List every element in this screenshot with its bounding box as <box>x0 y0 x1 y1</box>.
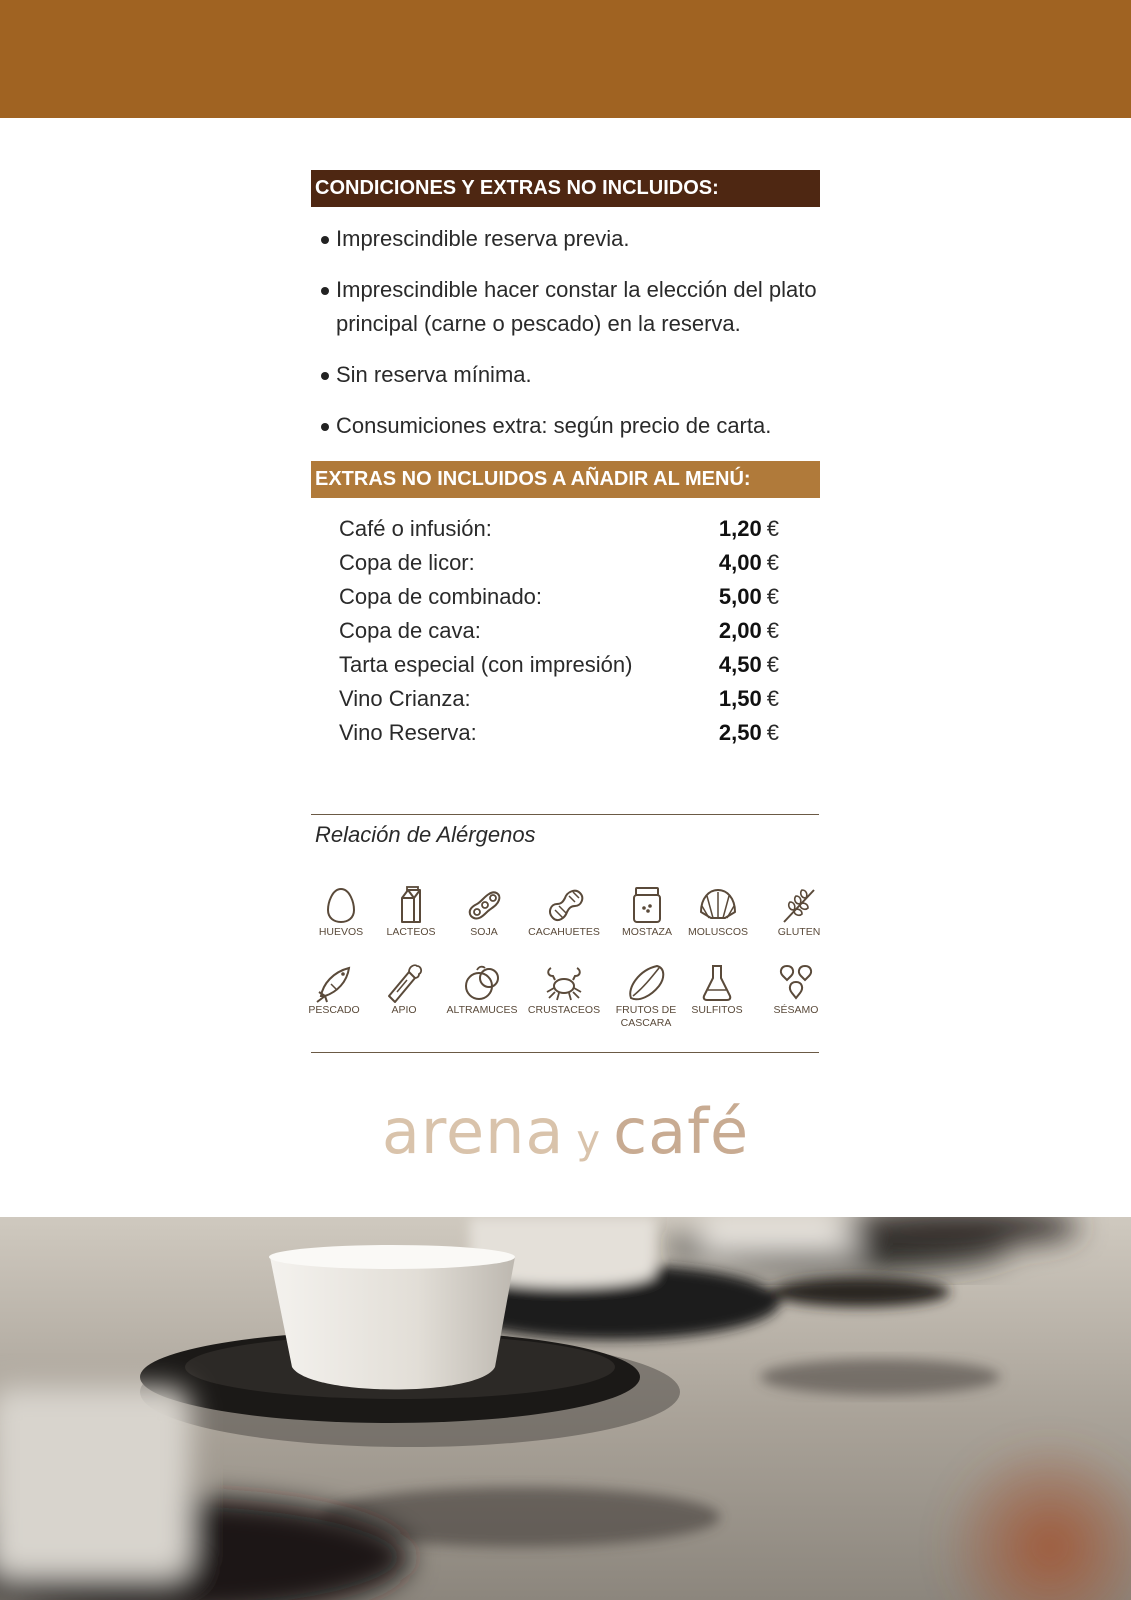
allergen-label: PESCADO <box>308 1004 360 1016</box>
extra-row <box>339 580 779 614</box>
allergen-label: ALTRAMUCES <box>446 1004 518 1016</box>
divider-top <box>311 814 819 815</box>
extra-row <box>339 716 779 750</box>
allergen-altramuces <box>437 962 527 1017</box>
allergen-label: FRUTOS DE CASCARA <box>615 1004 677 1029</box>
peanut-icon <box>543 884 585 926</box>
extra-item: Tarta especial (con impresión) <box>339 652 633 677</box>
crab-icon <box>543 962 585 1004</box>
logo-word-cafe: café <box>613 1095 750 1168</box>
condition-item: Imprescindible hacer constar la elección del plato principal (carne o pescado) en la reserva. <box>318 273 838 341</box>
conditions-header: CONDICIONES Y EXTRAS NO INCLUIDOS: <box>311 170 820 207</box>
allergen-label: HUEVOS <box>318 926 364 938</box>
extras-header: EXTRAS NO INCLUIDOS A AÑADIR AL MENÚ: <box>311 461 820 498</box>
flask-icon <box>696 962 738 1004</box>
allergen-label: CRUSTACEOS <box>527 1004 601 1016</box>
extra-price: 1,20 € <box>718 516 779 541</box>
allergens-title: Relación de Alérgenos <box>315 822 536 847</box>
extra-item: Copa de combinado: <box>339 584 543 609</box>
lupin-icon <box>461 962 503 1004</box>
extra-row <box>339 614 779 648</box>
extras-price-list <box>339 512 779 750</box>
logo-word-arena: arena <box>381 1095 565 1168</box>
allergen-cacahuetes <box>519 884 609 939</box>
condition-item: Imprescindible reserva previa. <box>318 222 838 256</box>
allergen-label: MOSTAZA <box>622 926 672 938</box>
conditions-list <box>318 222 838 460</box>
sesame-icon <box>775 962 817 1004</box>
soy-icon <box>463 884 505 926</box>
logo-word-y: y <box>576 1117 602 1163</box>
nut-icon <box>625 962 667 1004</box>
extra-item: Copa de licor: <box>339 550 475 575</box>
extra-item: Vino Crianza: <box>339 686 471 711</box>
condition-item: Consumiciones extra: según precio de carta. <box>318 409 838 443</box>
allergen-gluten <box>754 884 844 939</box>
coffee-cups-illustration <box>0 1217 1131 1600</box>
wheat-icon <box>778 884 820 926</box>
extra-item: Vino Reserva: <box>339 720 477 745</box>
extra-item: Café o infusión: <box>339 516 492 541</box>
allergen-label: LACTEOS <box>386 926 436 938</box>
allergen-label: MOLUSCOS <box>687 926 749 938</box>
allergen-label: SÉSAMO <box>773 1004 819 1016</box>
extra-price: 2,00 € <box>718 618 779 643</box>
brand-logo <box>0 1095 1131 1168</box>
allergen-moluscos <box>673 884 763 939</box>
allergen-label: SULFITOS <box>691 1004 743 1016</box>
egg-icon <box>320 884 362 926</box>
top-color-band <box>0 0 1131 118</box>
extra-price: 5,00 € <box>718 584 779 609</box>
extra-price: 4,50 € <box>718 652 779 677</box>
extra-row <box>339 546 779 580</box>
condition-item: Sin reserva mínima. <box>318 358 838 392</box>
allergen-crustaceos <box>519 962 609 1017</box>
allergen-sesamo <box>751 962 841 1017</box>
extra-row <box>339 648 779 682</box>
divider-bottom <box>311 1052 819 1053</box>
mustard-jar-icon <box>626 884 668 926</box>
allergen-sulfitos <box>672 962 762 1017</box>
celery-icon <box>383 962 425 1004</box>
fish-icon <box>313 962 355 1004</box>
extra-row <box>339 512 779 546</box>
extra-price: 4,00 € <box>718 550 779 575</box>
extra-price: 2,50 € <box>718 720 779 745</box>
allergen-apio <box>359 962 449 1017</box>
allergen-label: SOJA <box>470 926 498 938</box>
coffee-cups-photo <box>0 1217 1131 1600</box>
extra-row <box>339 682 779 716</box>
allergen-label: APIO <box>391 1004 417 1016</box>
allergen-label: CACAHUETES <box>528 926 600 938</box>
allergen-label: GLUTEN <box>777 926 821 938</box>
extra-price: 1,50 € <box>718 686 779 711</box>
allergen-soja <box>439 884 529 939</box>
shell-icon <box>697 884 739 926</box>
milk-carton-icon <box>390 884 432 926</box>
extra-item: Copa de cava: <box>339 618 481 643</box>
